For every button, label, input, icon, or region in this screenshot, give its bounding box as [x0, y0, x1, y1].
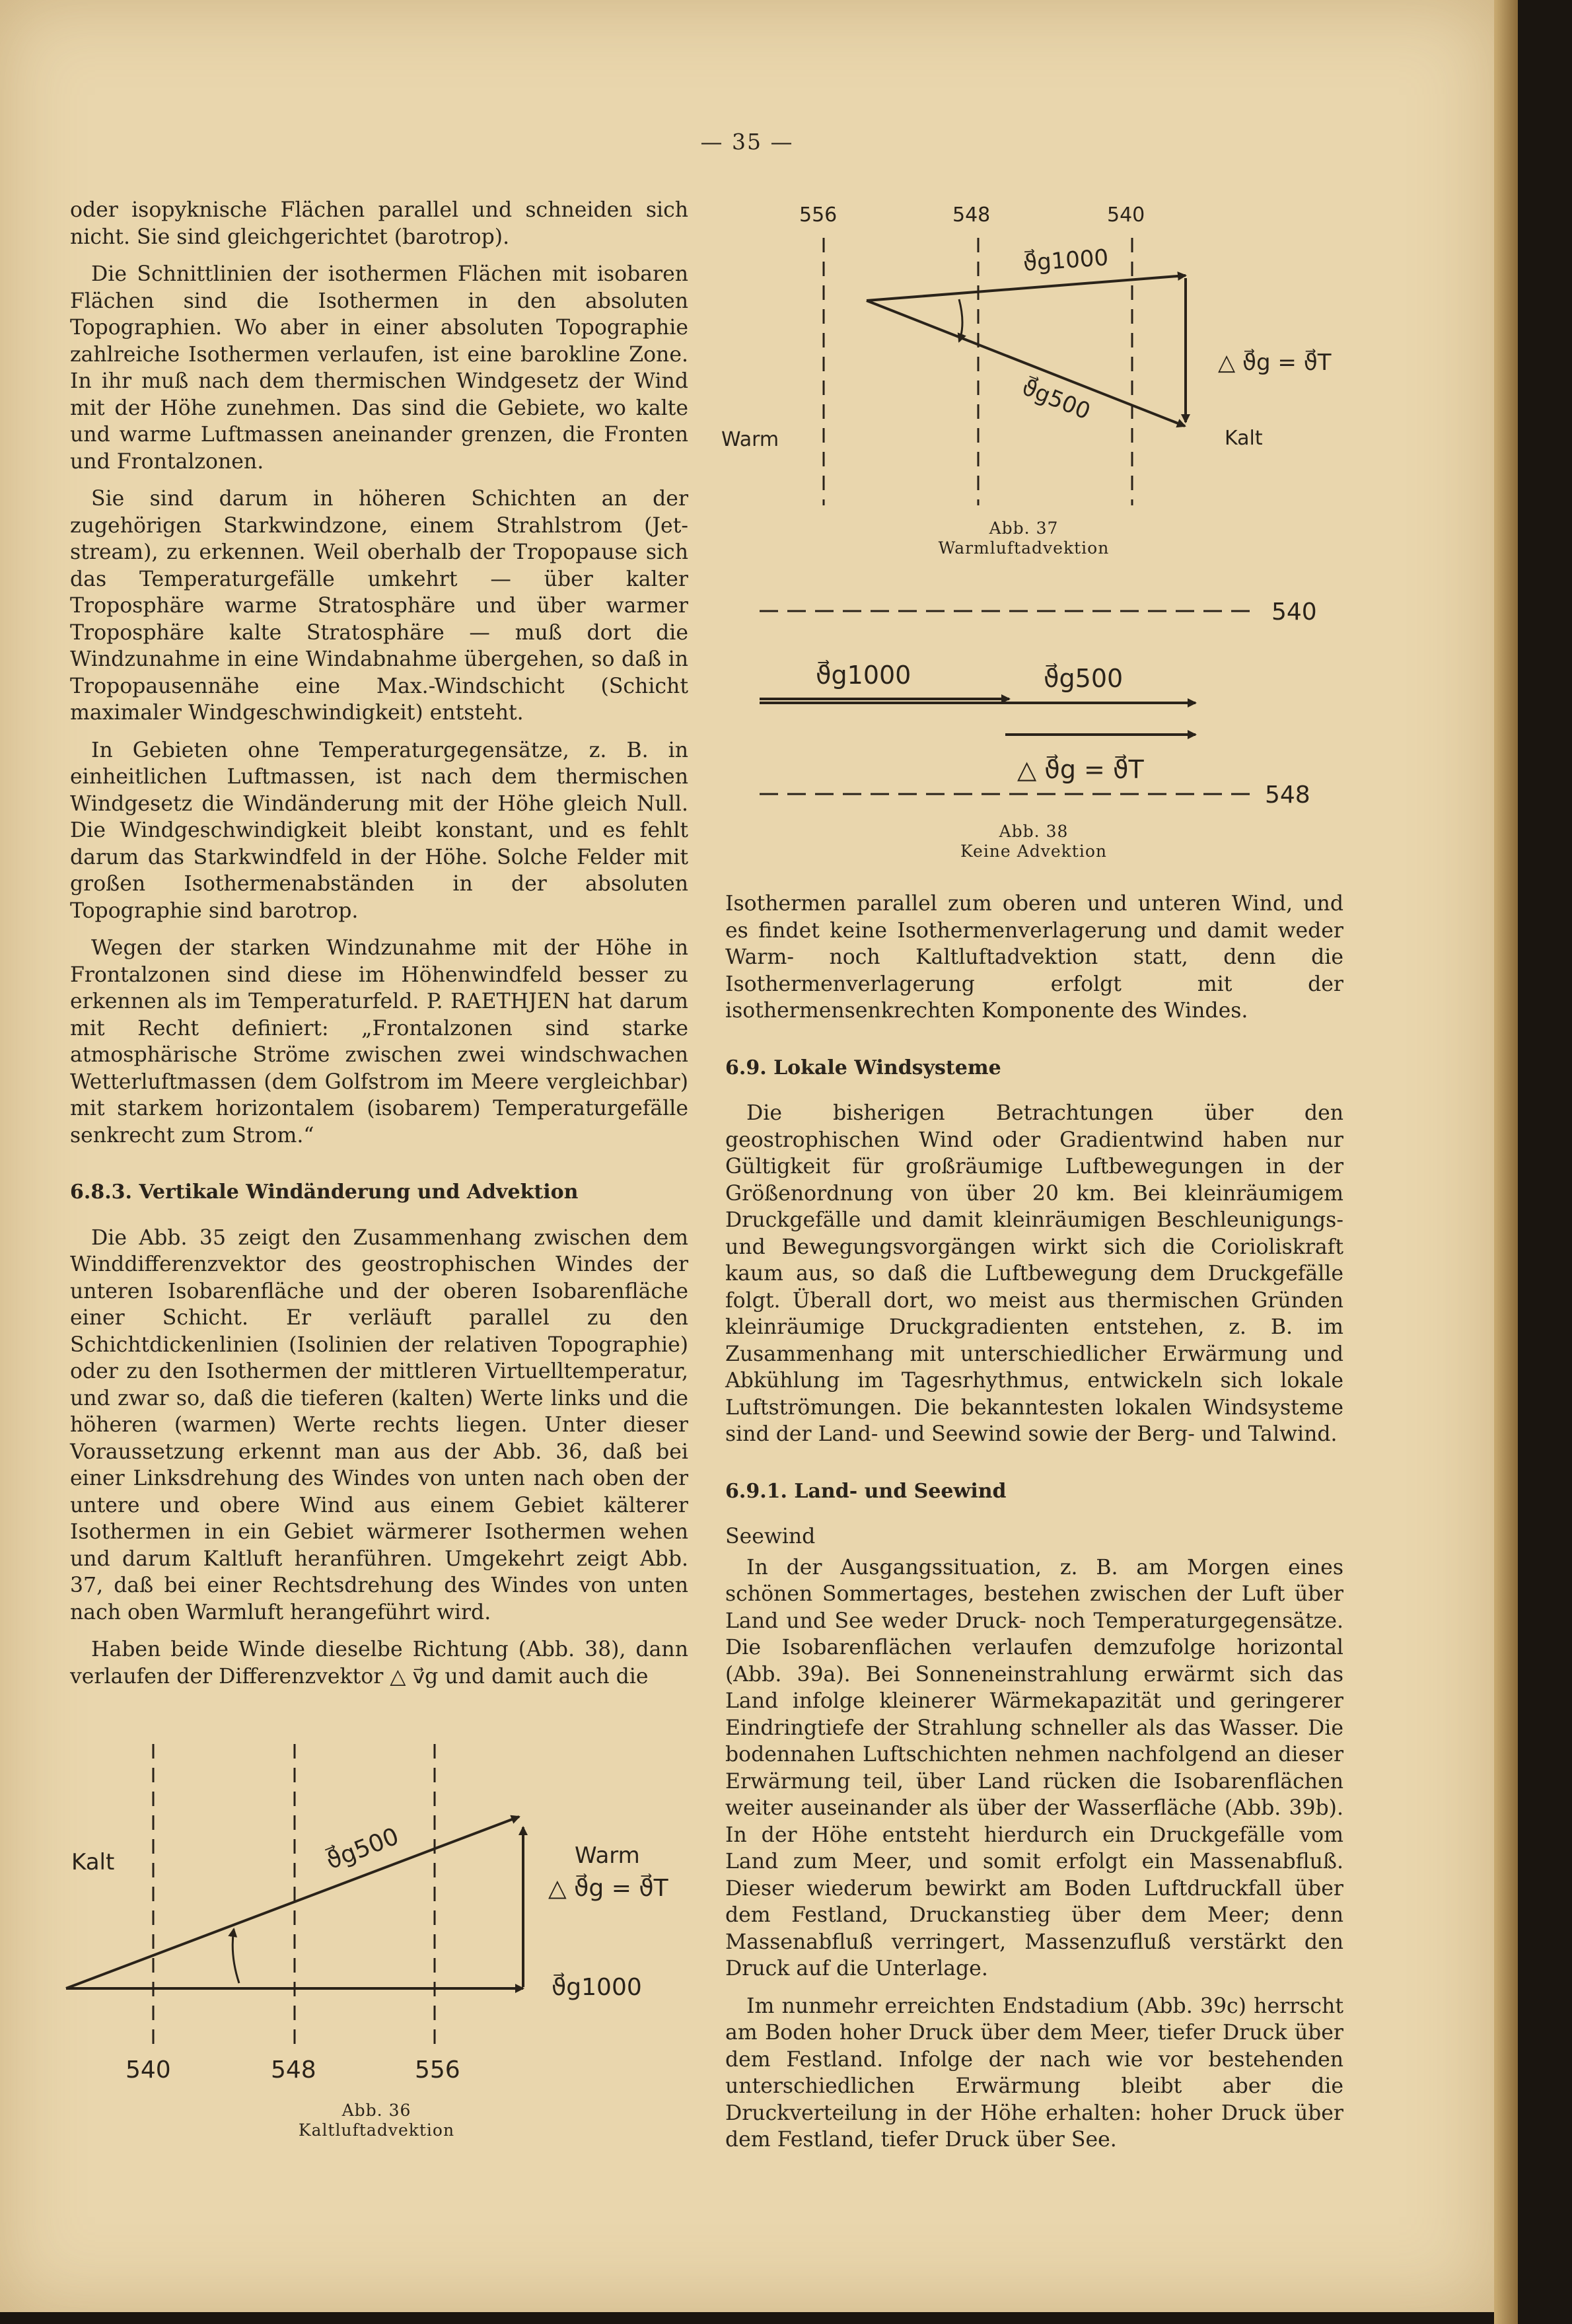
figure-37-diagram [720, 195, 1460, 519]
rotation-arrow [959, 299, 962, 342]
caption-title: Kaltluftadvektion [298, 2121, 455, 2140]
label-v500: ϑ⃗g500 [322, 1823, 403, 1875]
figure-36-caption [53, 2101, 700, 2140]
paragraph: Die Schnittlinien der isothermen Flächen mit isobaren Flächen sind die Isothermen in den absoluten Topographien. Wo aber in einer absoluten Topographie zahlreiche Isothermen verlaufen, ist eine barokline Zone. In ihr muß nach dem thermischen Windgesetz der Wind mit der Höhe zunehmen. Das sind die Gebiete, wo kalte und warme Luftmassen aneinander grenzen, die Fronten und Frontalzonen. [70, 262, 688, 474]
label-v500: ϑ⃗g500 [1018, 374, 1094, 425]
caption-number: Abb. 36 [341, 2101, 411, 2120]
caption-title: Keine Advektion [960, 842, 1107, 861]
figure-37 [720, 195, 1460, 519]
isotherm-label: 556 [799, 203, 838, 227]
paragraph: oder isopyknische Flächen parallel und schneiden sich nicht. Sie sind gleichgerichtet (barotrop). [70, 198, 688, 249]
isotherm-label: 548 [271, 2056, 316, 2081]
label-v1000: ϑ⃗g1000 [1022, 244, 1110, 277]
label-kalt: Kalt [1225, 427, 1263, 450]
isotherm-label: 556 [415, 2056, 460, 2081]
label-warm: Warm [721, 428, 779, 451]
figure-38 [740, 581, 1466, 819]
caption-number: Abb. 37 [989, 519, 1059, 538]
label-v1000: ϑ⃗g1000 [816, 661, 911, 690]
left-column [70, 197, 688, 1700]
section-heading: 6.8.3. Vertikale Windänderung und Advektion [70, 1180, 579, 1204]
isotherm-label: 548 [1265, 781, 1310, 809]
paragraph: Im nunmehr erreichten Endstadium (Abb. 39c) herrscht am Boden hoher Druck über dem Meer, tiefer Druck über dem Festland. Infolge der nach wie vor bestehenden unterschiedlichen Erwärmung bleibt aber die Druckverteilung in der Höhe erhalten: hoher Druck über dem Festland, tiefer Druck über See. [725, 1994, 1343, 2152]
section-heading: 6.9. Lokale Windsysteme [725, 1056, 1001, 1079]
caption-number: Abb. 38 [999, 822, 1069, 841]
label-delta: △ ϑ⃗g = ϑ⃗T [1218, 349, 1332, 376]
paragraph: Wegen der starken Windzunahme mit der Höhe in Frontalzonen sind diese im Höhenwindfeld besser zu erkennen als im Temperaturfeld. P. RAETHJEN hat darum mit Recht definiert: „Frontalzonen sind starke atmosphärische Ströme zwischen zwei windschwachen Wetterluftmassen (dem Golfstrom im Meere vergleichbar) mit starkem horizontalem (isobarem) Temperaturgefälle senkrecht zum Strom.“ [70, 936, 688, 1147]
isotherm-label: 540 [1107, 203, 1145, 227]
subheading: Seewind [725, 1525, 816, 1548]
figure-38-diagram [740, 581, 1466, 819]
figure-36-diagram [53, 1737, 700, 2081]
paragraph: Die Abb. 35 zeigt den Zusammenhang zwischen dem Winddifferenzvektor des geostrophischen Windes der unteren Isobarenfläche und der oberen Isobarenfläche einer Schicht. Er verläuft parallel zu den Schichtdickenlinien (Isolinien der relativen Topographie) oder zu den Isothermen der mittleren Virtuelltemperatur, und zwar so, daß die tieferen (kalten) Werte links und die höheren (warmen) Werte rechts liegen. Unter dieser Voraussetzung erkennt man aus der Abb. 36, daß bei einer Linksdrehung des Windes von unten nach oben der untere und obere Wind aus einem Gebiet kälterer Isothermen in ein Gebiet wärmerer Isothermen wehen und darum Kaltluft heranführen. Umgekehrt zeigt Abb. 37, daß bei einer Rechtsdrehung des Windes von unten nach oben Warmluft herangeführt wird. [70, 1225, 688, 1624]
figure-38-caption [740, 822, 1328, 861]
section-heading: 6.9.1. Land- und Seewind [725, 1479, 1007, 1503]
paragraph: In Gebieten ohne Temperaturgegensätze, z. B. in einheitlichen Luftmassen, ist nach dem thermischen Windgesetz die Windänderung mit der Höhe gleich Null. Die Windgeschwindigkeit bleibt konstant, und es fehlt darum das Starkwindfeld in der Höhe. Solche Felder mit großen Isothermenabständen in der absoluten Topographie sind barotrop. [70, 738, 688, 923]
rotation-arrow [232, 1929, 239, 1983]
label-kalt: Kalt [71, 1849, 115, 1875]
vector-g500 [867, 301, 1185, 426]
label-delta: △ ϑ⃗g = ϑ⃗T [1017, 755, 1144, 784]
figure-36 [53, 1737, 700, 2081]
page-number: — 35 — [700, 129, 794, 155]
label-warm: Warm [575, 1842, 640, 1869]
isotherm-label: 540 [125, 2056, 171, 2081]
caption-title: Warmluftadvektion [938, 538, 1110, 558]
paragraph: Sie sind darum in höheren Schichten an der zugehörigen Starkwindzone, einem Strahlstrom (Jet-stream), zu erkennen. Weil oberhalb der Tropopause sich das Temperaturgefälle umkehrt — über kalter Troposphäre warme Stratosphäre und über warmer Troposphäre kalte Stratosphäre — muß dort die Windzunahme in eine Windabnahme übergehen, so daß in Tropopausennähe eine Max.-Windschicht (Schicht maximaler Windgeschwindigkeit) entsteht. [70, 487, 688, 725]
right-column [725, 890, 1343, 2164]
paragraph: Die bisherigen Betrachtungen über den geostrophischen Wind oder Gradientwind haben nur Gültigkeit für großräumige Luftbewegungen in der Größenordnung von über 20 km. Bei kleinräumigem Druckgefälle und damit kleinräumigen Beschleunigungs- und Bewegungsvorgängen wirkt sich die Corioliskraft kaum aus, so daß die Luftbewegung dem Druckgefälle folgt. Überall dort, wo meist aus thermischen Gründen kleinräumige Druckgradienten entstehen, z. B. im Zusammenhang mit unterschiedlicher Erwärmung und Abkühlung im Tagesrhythmus, entwickeln sich lokale Luftströmungen. Die bekanntesten lokalen Windsysteme sind der Land- und Seewind sowie der Berg- und Talwind. [725, 1101, 1343, 1446]
vector-g1000 [867, 275, 1186, 301]
vector-g500 [66, 1817, 519, 1988]
paragraph: Isothermen parallel zum oberen und unteren Wind, und es findet keine Isothermenverlagerung und damit weder Warm- noch Kaltluftadvektion statt, denn die Isothermenverlagerung erfolgt mit der isothermensenkrechten Komponente des Windes. [725, 892, 1343, 1023]
isotherm-label: 548 [952, 203, 991, 227]
page-edge [1494, 0, 1518, 2324]
label-v500: ϑ⃗g500 [1044, 664, 1124, 693]
label-delta: △ ϑ⃗g = ϑ⃗T [548, 1875, 668, 1902]
paragraph: In der Ausgangssituation, z. B. am Morgen eines schönen Sommertages, bestehen zwischen der Luft über Land und See weder Druck- noch Temperaturgegensätze. Die Isobarenflächen verlaufen demzufolge horizontal (Abb. 39a). Bei Sonneneinstrahlung erwärmt sich das Land infolge kleinerer Wärmekapazität und geringerer Eindringtiefe der Strahlung schneller als das Wasser. Die bodennahen Luftschichten nehmen nachfolgend an dieser Erwärmung teil, über Land rücken die Isobarenflächen weiter auseinander als über der Wasserfläche (Abb. 39b). In der Höhe entsteht hierdurch ein Druckgefälle vom Land zum Meer, und somit erfolgt ein Massenabfluß. Dieser wiederum bewirkt am Boden Luftdruckfall über dem Festland, Druckanstieg über dem Meer; denn Massenabfluß verringert, Massenzufluß verstärkt den Druck auf die Unterlage. [725, 1555, 1343, 1980]
paragraph: Haben beide Winde dieselbe Richtung (Abb. 38), dann verlaufen der Differenzvektor △ v⃗g und damit auch die [70, 1638, 688, 1689]
isotherm-label: 540 [1271, 599, 1317, 626]
figure-37-caption [720, 519, 1328, 558]
label-v1000: ϑ⃗g1000 [552, 1974, 642, 2001]
